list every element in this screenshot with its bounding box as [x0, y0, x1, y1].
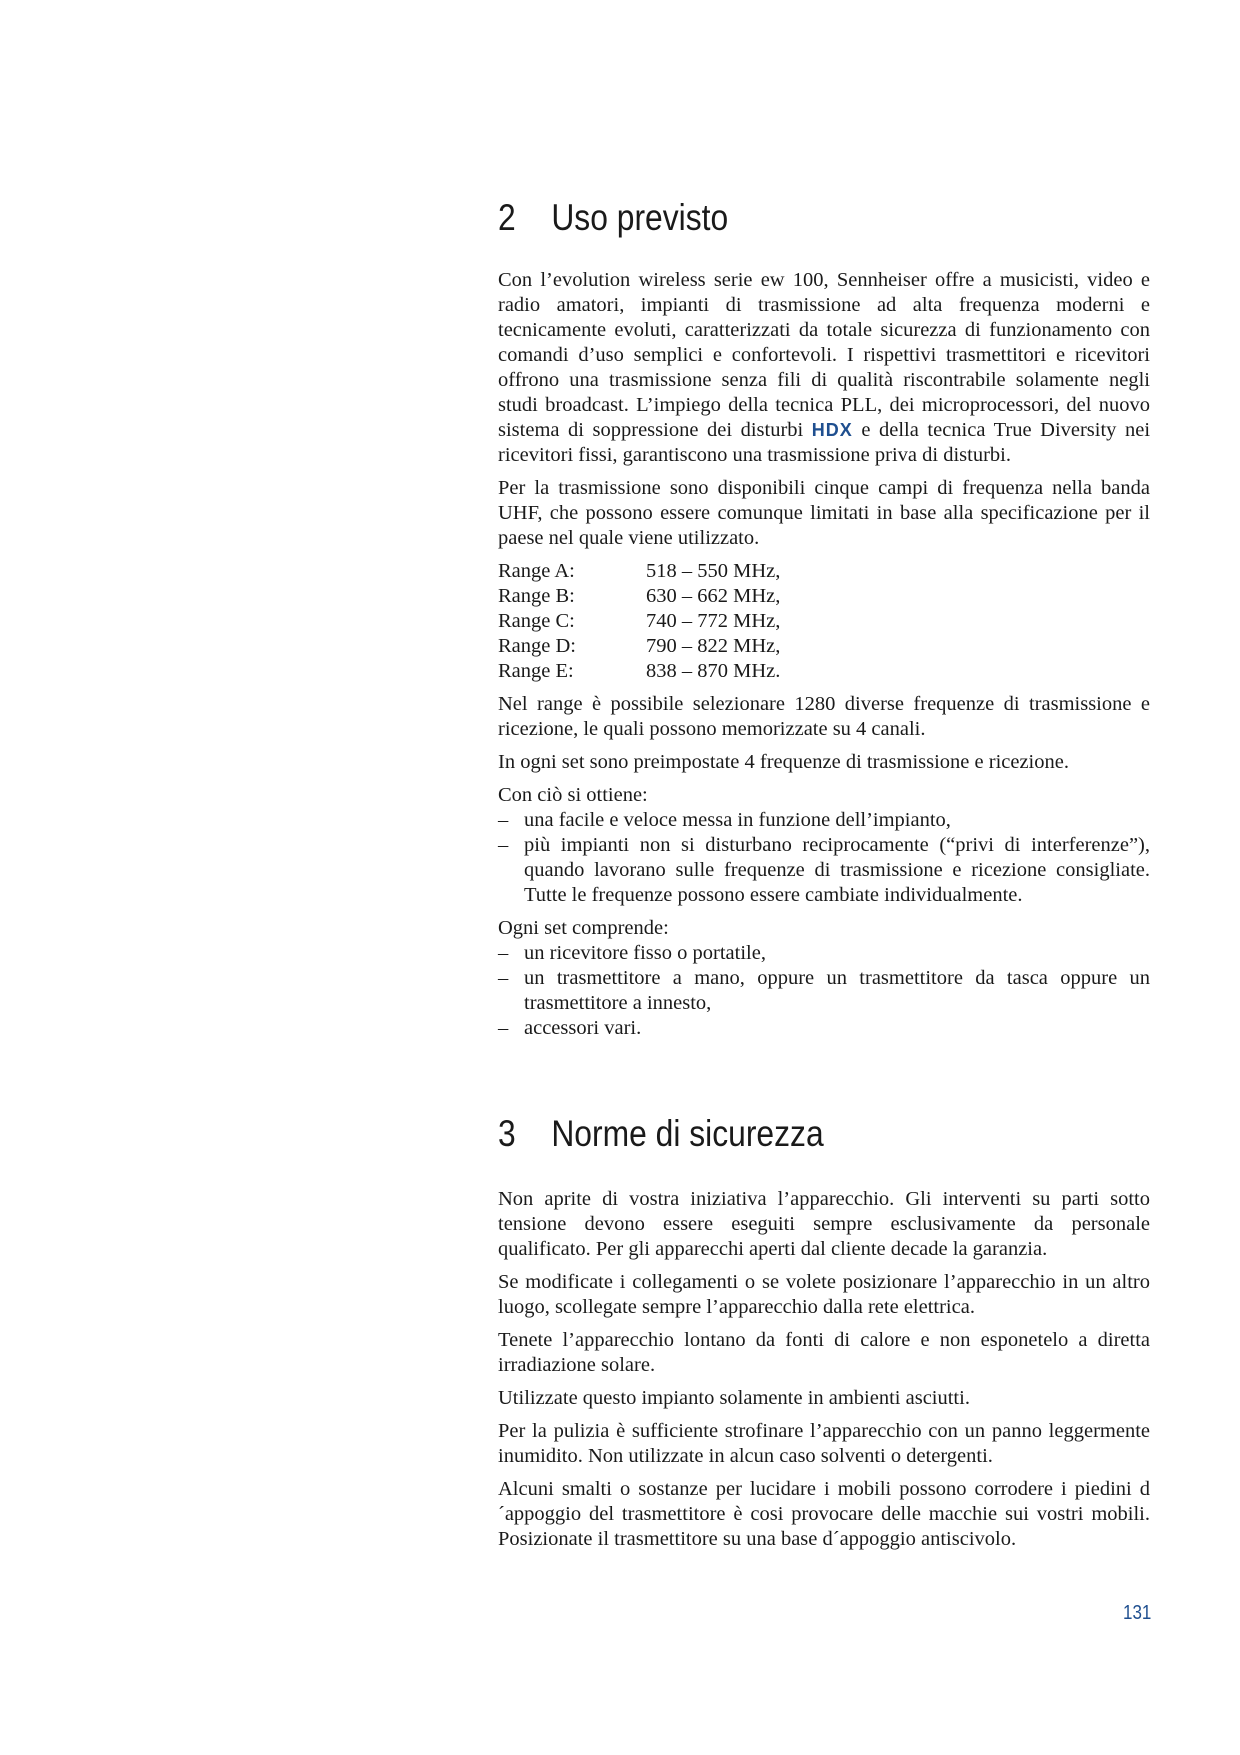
safety-paragraph: Utilizzate questo impianto solamente in ambienti asciutti.	[498, 1387, 970, 1409]
select-paragraph: Nel range è possibile selezionare 1280 diverse frequenze di trasmissione e ricezione, le quali possono memorizzate su 4 canali.	[498, 693, 1150, 740]
section-heading	[498, 1112, 1059, 1156]
range-value: 838 – 870 MHz.	[646, 660, 781, 682]
result-list	[498, 808, 1150, 908]
section-heading	[498, 196, 1059, 240]
list-item: – accessori vari.	[498, 1016, 1150, 1041]
section-number: 3	[498, 1113, 516, 1154]
range-label: Range D:	[498, 635, 576, 657]
range-list	[498, 559, 1150, 684]
range-row	[498, 609, 1150, 634]
range-label: Range C:	[498, 610, 575, 632]
result-intro: Con ciò si ottiene:	[498, 784, 648, 806]
range-row	[498, 584, 1150, 609]
range-row	[498, 559, 1150, 584]
range-row	[498, 634, 1150, 659]
section-norme-body	[498, 1187, 1150, 1560]
range-value: 740 – 772 MHz,	[646, 610, 781, 632]
range-label: Range E:	[498, 660, 574, 682]
page-number: 131	[1122, 1602, 1151, 1624]
preset-paragraph: In ogni set sono preimpostate 4 frequenze di trasmissione e ricezione.	[498, 751, 1069, 773]
bands-paragraph: Per la trasmissione sono disponibili cinque campi di frequenza nella banda UHF, che possono essere comunque limitati in base alla specificazione per il paese nel quale viene utilizzato.	[498, 477, 1150, 549]
range-row	[498, 659, 1150, 684]
safety-paragraph: Per la pulizia è sufficiente strofinare l’apparecchio con un panno leggermente inumidito. Non utilizzate in alcun caso solventi o detergenti.	[498, 1420, 1150, 1467]
range-label: Range B:	[498, 585, 575, 607]
hdx-logo: HDX	[811, 420, 853, 440]
intro-text-2: e della tecnica True Diversity nei ricevitori fissi, garantiscono una trasmissione priva di disturbi.	[498, 419, 1151, 466]
intro-paragraph	[498, 268, 1150, 468]
set-intro: Ogni set comprende:	[498, 917, 669, 939]
safety-paragraph: Se modificate i collegamenti o se volete posizionare l’apparecchio in un altro luogo, scollegate sempre l’apparecchio dalla rete elettrica.	[498, 1271, 1150, 1318]
range-value: 630 – 662 MHz,	[646, 585, 781, 607]
range-value: 518 – 550 MHz,	[646, 560, 781, 582]
list-item: – più impianti non si disturbano reciprocamente (“privi di interferenze”), quando lavorano sulle frequenze di trasmissione e ricezione consigliate. Tutte le frequenze possono essere cambiate individualmente.	[498, 833, 1150, 908]
safety-paragraph: Alcuni smalti o sostanze per lucidare i mobili possono corrodere i piedini d´appoggio del trasmettitore è cosi provocare delle macchie sui vostri mobili. Posizionate il trasmettitore su una base d´appoggio antiscivolo.	[498, 1478, 1150, 1550]
range-label: Range A:	[498, 560, 575, 582]
list-item: – un ricevitore fisso o portatile,	[498, 941, 1150, 966]
section-title: Uso previsto	[551, 197, 729, 238]
section-number: 2	[498, 197, 516, 238]
section-title: Norme di sicurezza	[551, 1113, 824, 1154]
set-list	[498, 941, 1150, 1041]
list-item: – una facile e veloce messa in funzione dell’impianto,	[498, 808, 1150, 833]
range-value: 790 – 822 MHz,	[646, 635, 781, 657]
list-item: – un trasmettitore a mano, oppure un trasmettitore da tasca oppure un trasmettitore a innesto,	[498, 966, 1150, 1016]
intro-text-1: Con l’evolution wireless serie ew 100, Sennheiser offre a musicisti, video e radio amatori, impianti di trasmissione ad alta frequenza moderni e tecnicamente evoluti, caratterizzati da totale sicurezza di funzionamento con comandi d’uso semplici e confortevoli. I rispettivi trasmettitori e ricevitori offrono una trasmissione senza fili di qualità riscontrabile solamente negli studi broadcast. L’impiego della tecnica PLL, dei microprocessori, del nuovo sistema di soppressione dei disturbi	[498, 269, 1150, 441]
section-uso-previsto-body	[498, 268, 1150, 1049]
safety-paragraph: Tenete l’apparecchio lontano da fonti di calore e non esponetelo a diretta irradiazione solare.	[498, 1329, 1150, 1376]
section-norme-di-sicurezza	[498, 1112, 1150, 1156]
section-uso-previsto	[498, 196, 1150, 240]
safety-paragraph: Non aprite di vostra iniziativa l’apparecchio. Gli interventi su parti sotto tensione devono essere eseguiti sempre esclusivamente da personale qualificato. Per gli apparecchi aperti dal cliente decade la garanzia.	[498, 1188, 1150, 1260]
